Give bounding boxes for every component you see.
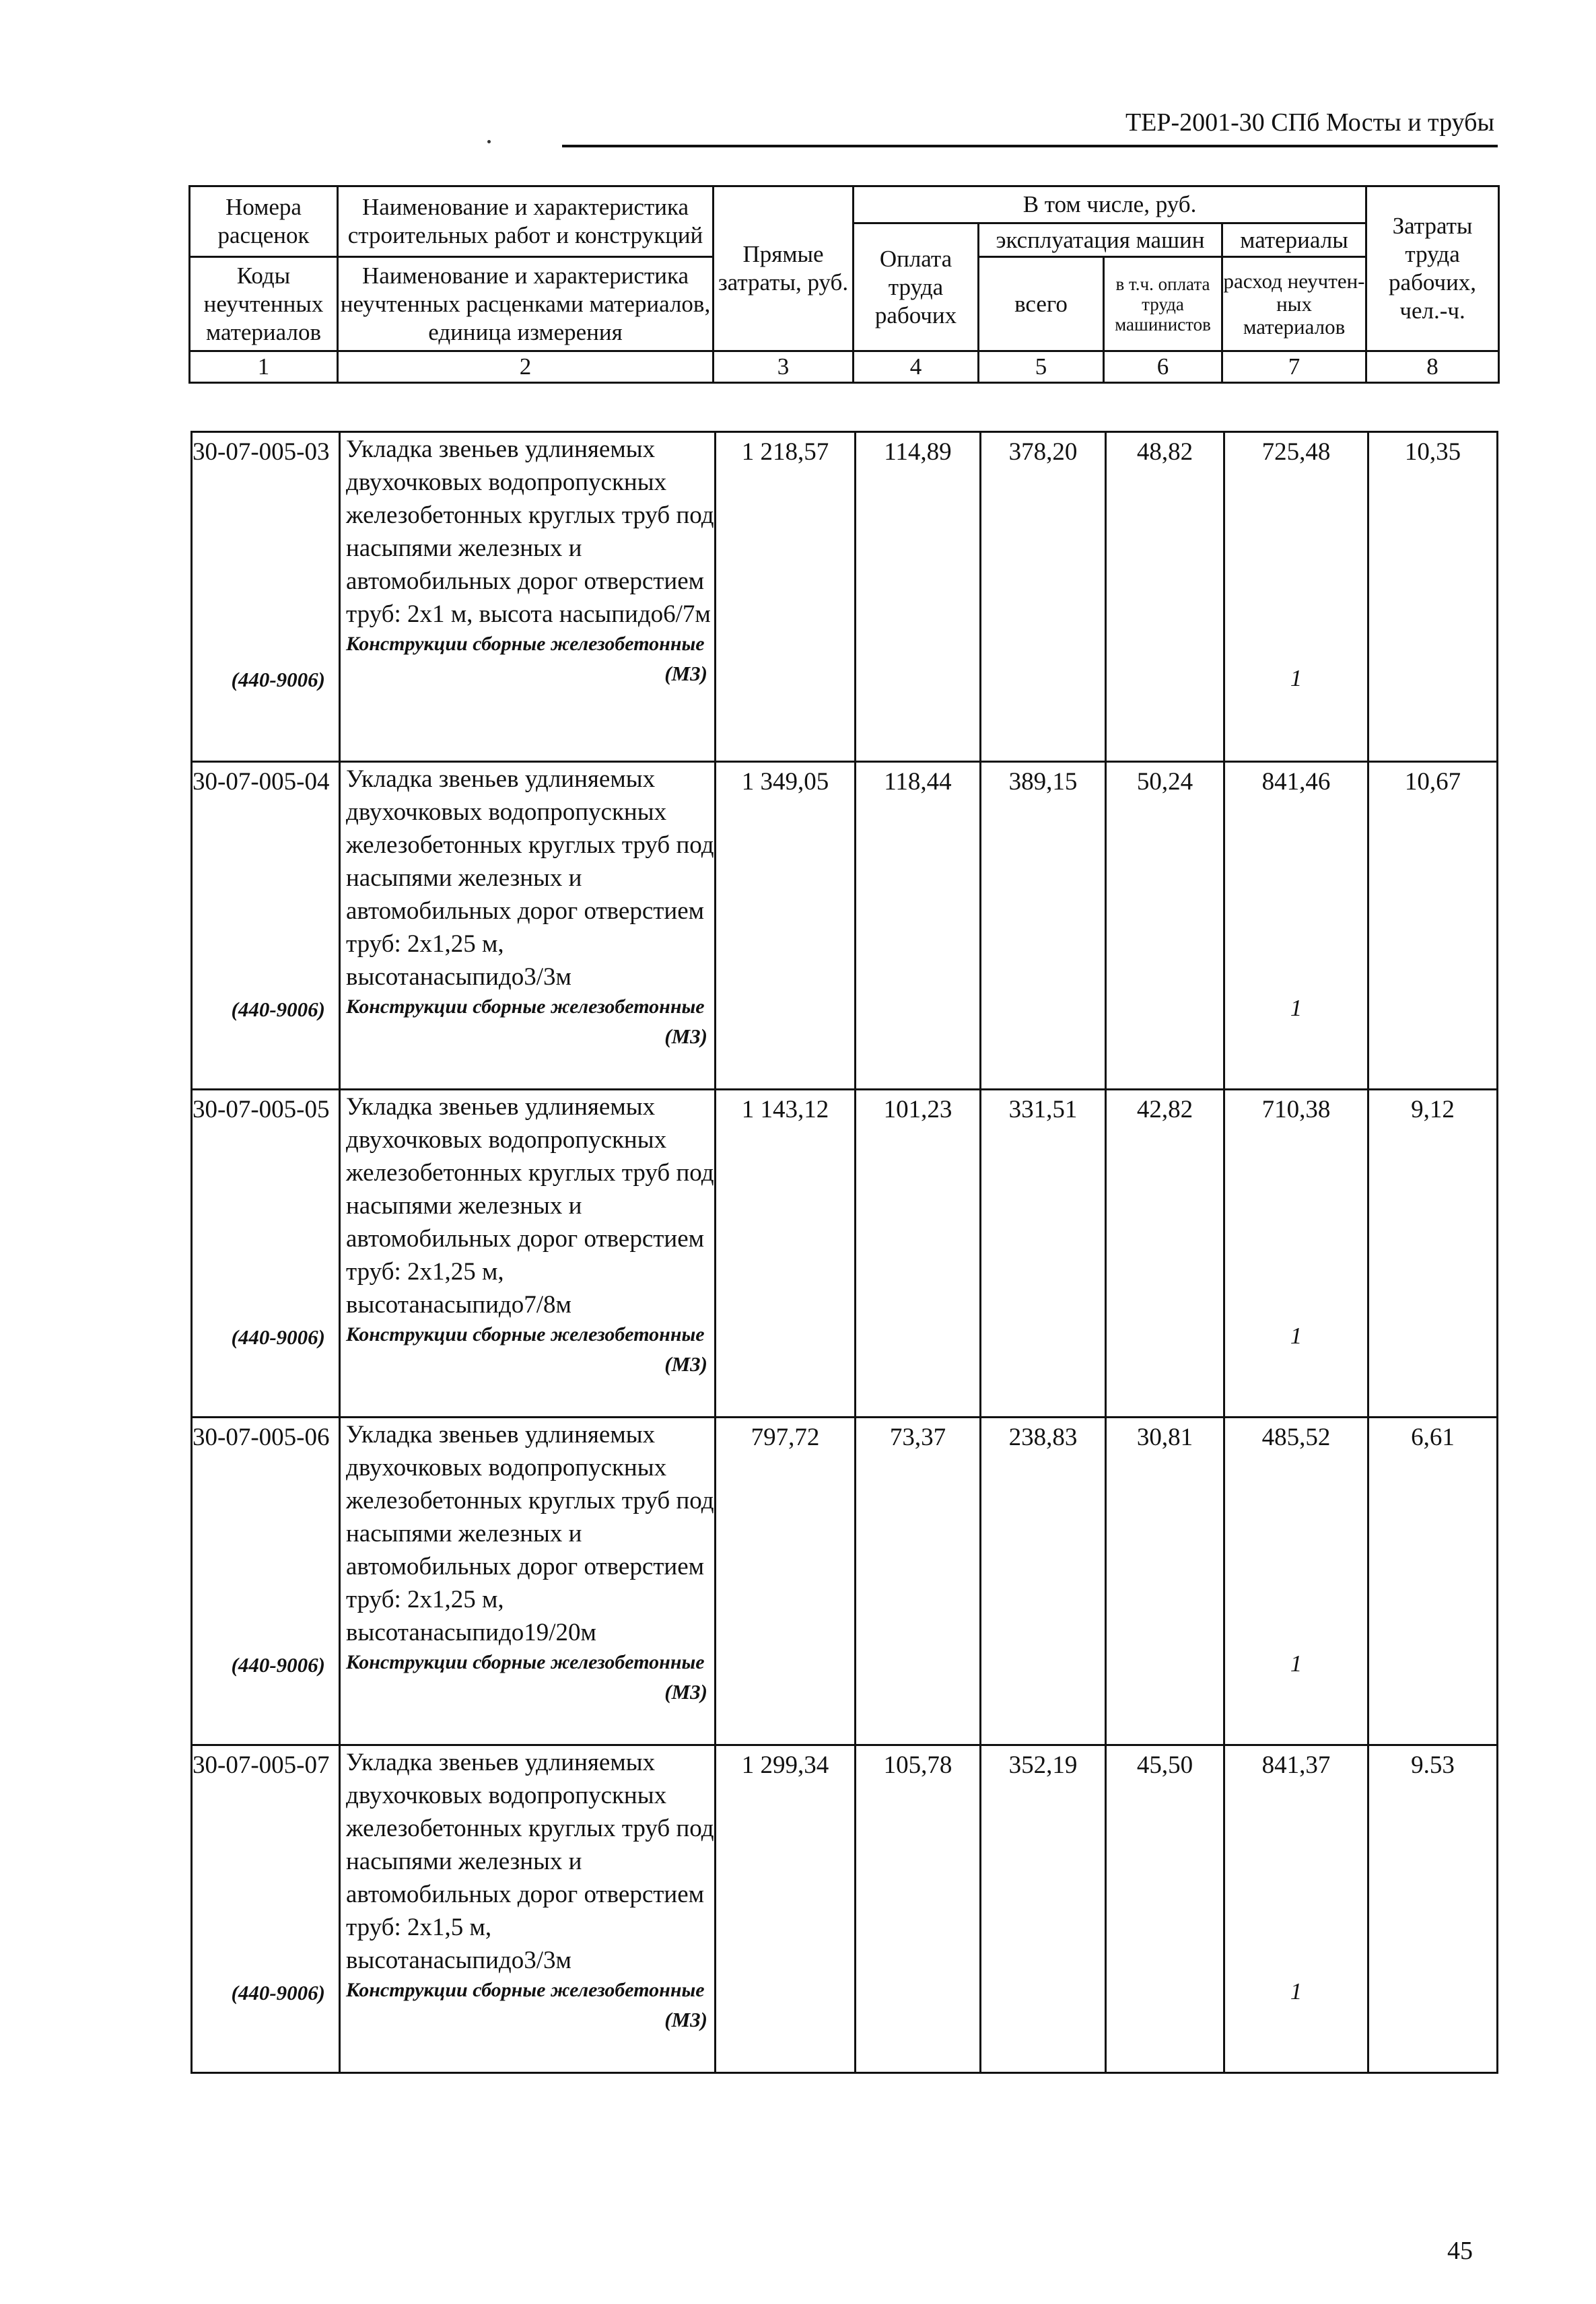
header-labor-pay: Оплата труда рабочих <box>854 223 979 351</box>
materials-cell <box>1224 432 1368 762</box>
machinists-pay: 42,82 <box>1106 1090 1224 1418</box>
header-including: В том числе, руб. <box>854 186 1366 223</box>
col-number: 7 <box>1222 351 1366 383</box>
materials-cost: 485,52 <box>1261 1424 1331 1451</box>
header-unaccounted-materials: расход неучтен-ных материалов <box>1222 257 1366 351</box>
direct-costs: 1 349,05 <box>716 762 856 1090</box>
machines-total: 331,51 <box>981 1090 1106 1418</box>
rate-code-cell <box>192 1745 340 2073</box>
document-title: ТЕР-2001-30 СПб Мосты и трубы <box>1125 108 1494 137</box>
material-name: Конструкции сборные железобетонные <box>346 1979 705 2001</box>
rate-code: 30-07-005-03 <box>193 438 330 466</box>
col-number: 3 <box>714 351 854 383</box>
table-row <box>192 1090 1498 1418</box>
material-unit: (М3) <box>664 662 707 685</box>
work-description: Укладка звеньев удлиняемых двухочковых водопропускных железобетонных круглых труб под насыпями железных и автомобильных дорог отверстием труб: 2х1,5 м, высотанасыпидо3/3м <box>346 1749 714 1974</box>
material-unit: (М3) <box>664 1024 707 1048</box>
work-description-cell <box>340 1090 716 1418</box>
work-description-cell <box>340 762 716 1090</box>
table-row <box>192 762 1498 1090</box>
machinists-pay: 48,82 <box>1106 432 1224 762</box>
col-number: 4 <box>854 351 979 383</box>
table-row <box>192 432 1498 762</box>
materials-cost: 710,38 <box>1261 1096 1331 1123</box>
header-work-name: Наименование и характеристика строительных работ и конструкций <box>338 186 714 257</box>
material-quantity: 1 <box>1290 995 1303 1021</box>
work-description-cell <box>340 432 716 762</box>
material-name: Конструкции сборные железобетонные <box>346 633 705 655</box>
machinists-pay: 50,24 <box>1106 762 1224 1090</box>
header-machinists-pay: в т.ч. оплата труда машинистов <box>1104 257 1222 351</box>
col-number: 5 <box>979 351 1104 383</box>
machines-total: 352,19 <box>981 1745 1106 2073</box>
labor-pay: 73,37 <box>856 1418 981 1745</box>
work-description: Укладка звеньев удлиняемых двухочковых водопропускных железобетонных круглых труб под насыпями железных и автомобильных дорог отверстием труб: 2х1,25 м, высотанасыпидо7/8м <box>346 1093 714 1319</box>
work-description-cell <box>340 1418 716 1745</box>
material-unit: (М3) <box>664 1352 707 1376</box>
header-rule <box>562 145 1498 147</box>
material-code: (440-9006) <box>231 1325 325 1349</box>
work-description: Укладка звеньев удлиняемых двухочковых водопропускных железобетонных круглых труб под насыпями железных и автомобильных дорог отверстием труб: 2х1,25 м, высотанасыпидо19/20м <box>346 1421 714 1646</box>
labor-hours: 10,67 <box>1368 762 1498 1090</box>
header-material-name: Наименование и характеристика неучтенных расценками материалов, единица измерения <box>338 257 714 351</box>
labor-pay: 118,44 <box>856 762 981 1090</box>
material-unit: (М3) <box>664 1680 707 1704</box>
material-name: Конструкции сборные железобетонные <box>346 996 705 1018</box>
table-header <box>188 185 1500 384</box>
rate-code-cell <box>192 1090 340 1418</box>
header-labor-hours: Затраты труда рабочих, чел.-ч. <box>1366 186 1499 351</box>
material-quantity: 1 <box>1290 1650 1303 1677</box>
materials-cost: 841,46 <box>1261 768 1331 796</box>
material-unit: (М3) <box>664 2008 707 2031</box>
table-row <box>192 1418 1498 1745</box>
labor-hours: 9.53 <box>1368 1745 1498 2073</box>
page-number: 45 <box>1447 2237 1473 2265</box>
direct-costs: 1 299,34 <box>716 1745 856 2073</box>
labor-pay: 101,23 <box>856 1090 981 1418</box>
rate-code: 30-07-005-04 <box>193 768 330 796</box>
rate-code-cell <box>192 1418 340 1745</box>
work-description-cell <box>340 1745 716 2073</box>
rates-table <box>190 431 1498 2074</box>
direct-costs: 797,72 <box>716 1418 856 1745</box>
material-quantity: 1 <box>1290 1323 1303 1349</box>
material-code: (440-9006) <box>231 1653 325 1677</box>
direct-costs: 1 143,12 <box>716 1090 856 1418</box>
materials-cost: 841,37 <box>1261 1751 1331 1779</box>
machines-total: 238,83 <box>981 1418 1106 1745</box>
header-machine-operation: эксплуатация машин <box>979 223 1222 257</box>
direct-costs: 1 218,57 <box>716 432 856 762</box>
labor-hours: 10,35 <box>1368 432 1498 762</box>
material-quantity: 1 <box>1290 665 1303 691</box>
header-direct-costs: Прямые затраты, руб. <box>714 186 854 351</box>
rate-code-cell <box>192 762 340 1090</box>
material-code: (440-9006) <box>231 668 325 691</box>
material-code: (440-9006) <box>231 998 325 1021</box>
material-name: Конструкции сборные железобетонные <box>346 1323 705 1346</box>
material-name: Конструкции сборные железобетонные <box>346 1651 705 1673</box>
machinists-pay: 45,50 <box>1106 1745 1224 2073</box>
header-material-codes: Коды неучтенных материалов <box>190 257 338 351</box>
table-row <box>192 1745 1498 2073</box>
machines-total: 378,20 <box>981 432 1106 762</box>
labor-pay: 105,78 <box>856 1745 981 2073</box>
machines-total: 389,15 <box>981 762 1106 1090</box>
col-number: 1 <box>190 351 338 383</box>
header-materials: материалы <box>1222 223 1366 257</box>
rate-code-cell <box>192 432 340 762</box>
rate-code: 30-07-005-05 <box>193 1096 330 1123</box>
material-quantity: 1 <box>1290 1978 1303 2004</box>
labor-hours: 6,61 <box>1368 1418 1498 1745</box>
work-description: Укладка звеньев удлиняемых двухочковых водопропускных железобетонных круглых труб под насыпями железных и автомобильных дорог отверстием труб: 2х1 м, высота насыпидо6/7м <box>346 435 714 628</box>
rate-code: 30-07-005-06 <box>193 1424 330 1451</box>
header-rate-numbers: Номера расценок <box>190 186 338 257</box>
col-number: 6 <box>1104 351 1222 383</box>
col-number: 8 <box>1366 351 1499 383</box>
materials-cell <box>1224 1090 1368 1418</box>
header-machines-total: всего <box>979 257 1104 351</box>
materials-cell <box>1224 1418 1368 1745</box>
materials-cell <box>1224 1745 1368 2073</box>
material-code: (440-9006) <box>231 1981 325 2004</box>
work-description: Укладка звеньев удлиняемых двухочковых водопропускных железобетонных круглых труб под насыпями железных и автомобильных дорог отверстием труб: 2х1,25 м, высотанасыпидо3/3м <box>346 765 714 991</box>
col-number: 2 <box>338 351 714 383</box>
machinists-pay: 30,81 <box>1106 1418 1224 1745</box>
materials-cell <box>1224 762 1368 1090</box>
materials-cost: 725,48 <box>1261 438 1331 466</box>
rate-code: 30-07-005-07 <box>193 1751 330 1779</box>
labor-pay: 114,89 <box>856 432 981 762</box>
scan-speck <box>487 140 491 143</box>
labor-hours: 9,12 <box>1368 1090 1498 1418</box>
